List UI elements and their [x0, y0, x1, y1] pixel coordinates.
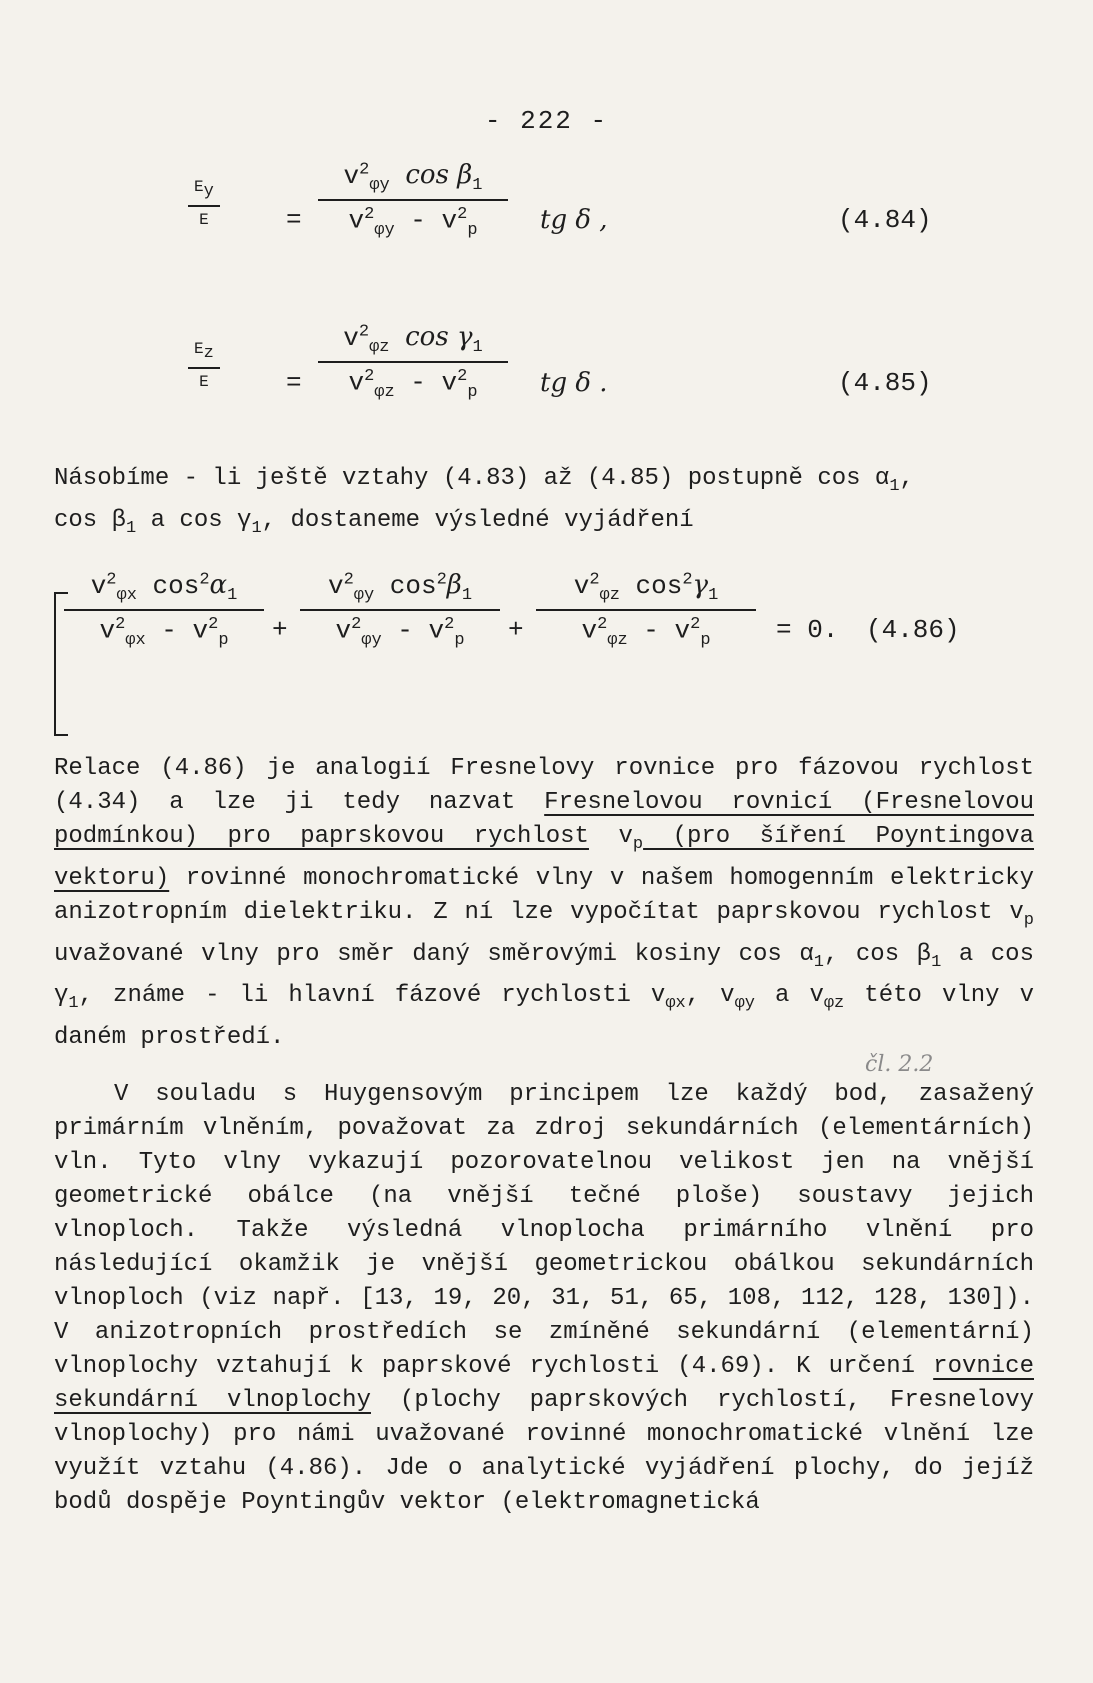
- fraction-bar: [300, 609, 500, 611]
- eq86-term-y: $v^2_{\varphi y}$ $\cos^2\beta_1$ $v^2_{\varphi y} - v^2_p$: [300, 570, 500, 650]
- eq84-lhs-fraction: $E_y$ E: [188, 178, 220, 229]
- eq86-term-z: $v^2_{\varphi z}$ $\cos^2\gamma_1$ $v^2_{\varphi z} - v^2_p$: [536, 570, 756, 650]
- paragraph-huygens: V souladu s Huygensovým principem lze každý bod, zasažený primárním vlněním, považovat za zdroj sekundárních (elementárních) vln. Tyto vlny vykazují pozorovatelnou velikost jen na vnější geometrické obálce (na vnější tečné ploše) soustavy jejich vlnoploch. Takže výsledná vlnoplocha primárního vlnění pro následující okamžik je vnější geometrickou obálkou sekundárních vlnoploch (viz např. [13, 19, 20, 31, 51, 65, 108, 112, 128, 130]). V anizotropních prostředích se zmíněné sekundární (elementární) vlnoplochy vztahují k paprskové rychlosti (4.69). K určení rovnice sekundární vlnoplochy (plochy paprskových rychlostí, Fresnelovy vlnoplochy) pro námi uvažované rovinné monochromatické vlnění lze využít vztahu (4.86). Jde o analytické vyjádření plochy, do jejíž bodů dospěje Poyntingův vektor (elektromagnetická: [54, 1081, 1034, 1516]
- fraction-bar: [318, 361, 508, 363]
- eq86-number: (4.86): [866, 615, 960, 645]
- eq84-rhs-fraction: $v^2_{\varphi y}$ $\cos \beta_1$ $v^2_{\varphi y} - v^2_p$: [318, 160, 508, 240]
- eq85-lhs-fraction: $E_z$ E: [188, 340, 220, 391]
- fraction-bar: [188, 205, 220, 207]
- fraction-bar: [536, 609, 756, 611]
- eq85-equals: =: [286, 368, 302, 398]
- page-number: - 222 -: [484, 106, 609, 136]
- fraction-bar: [64, 609, 264, 611]
- eq85-rhs-fraction: $v^2_{\varphi z}$ $\cos \gamma_1$ $v^2_{\varphi z} - v^2_p$: [318, 322, 508, 402]
- handwritten-margin-note: čl. 2.2: [865, 1052, 934, 1077]
- eq85-number: (4.85): [838, 368, 932, 398]
- fraction-bar: [318, 199, 508, 201]
- paragraph-fresnel-relation: Relace (4.86) je analogií Fresnelovy rovnice pro fázovou rychlost (4.34) a lze ji tedy nazvat Fresnelovou rovnicí (Fresnelovou podmínkou) pro paprskovou rychlost $v_p$ (pro šíření Poyntingova vektoru) rovinné monochromatické vlny v našem homogenním elektricky anizotropním dielektriku. Z ní lze vypočítat paprskovou rychlost $v_p$ uvažované vlny pro směr daný směrovými kosiny $\cos \alpha_1$, $\cos \beta_1$ a $\cos \gamma_1$, známe - li hlavní fázové rychlosti $v_{\varphi x}$, $v_{\varphi y}$ a $v_{\varphi z}$ této vlny v daném prostředí.: [54, 755, 1035, 1052]
- eq84-number: (4.84): [838, 205, 932, 235]
- eq86-term-x: $v^2_{\varphi x}$ $\cos^2\alpha_1$ $v^2_{\varphi x} - v^2_p$: [64, 570, 264, 650]
- eq84-equals: =: [286, 205, 302, 235]
- eq84-tail: tg δ ,: [540, 205, 608, 235]
- eq85-tail: tg δ .: [540, 368, 608, 398]
- underlined-term: Fresnelovou rovnicí (Fresnelovou podmínkou) pro paprskovou rychlost: [54, 789, 1035, 850]
- eq86-plus-1: +: [272, 615, 288, 645]
- paragraph-intro: Násobíme - li ještě vztahy (4.83) až (4.85) postupně $\cos \alpha_1$, $\cos \beta_1$ a $\cos \gamma_1$, dostaneme výsledné vyjádření: [54, 465, 914, 538]
- fraction-bar: [188, 367, 220, 369]
- underlined-term: (pro šíření Poyntingova vektoru): [54, 823, 1035, 892]
- eq86-plus-2: +: [508, 615, 524, 645]
- underlined-term: rovnice sekundární vlnoplochy: [54, 1353, 1034, 1414]
- eq86-rhs: = 0.: [776, 615, 839, 645]
